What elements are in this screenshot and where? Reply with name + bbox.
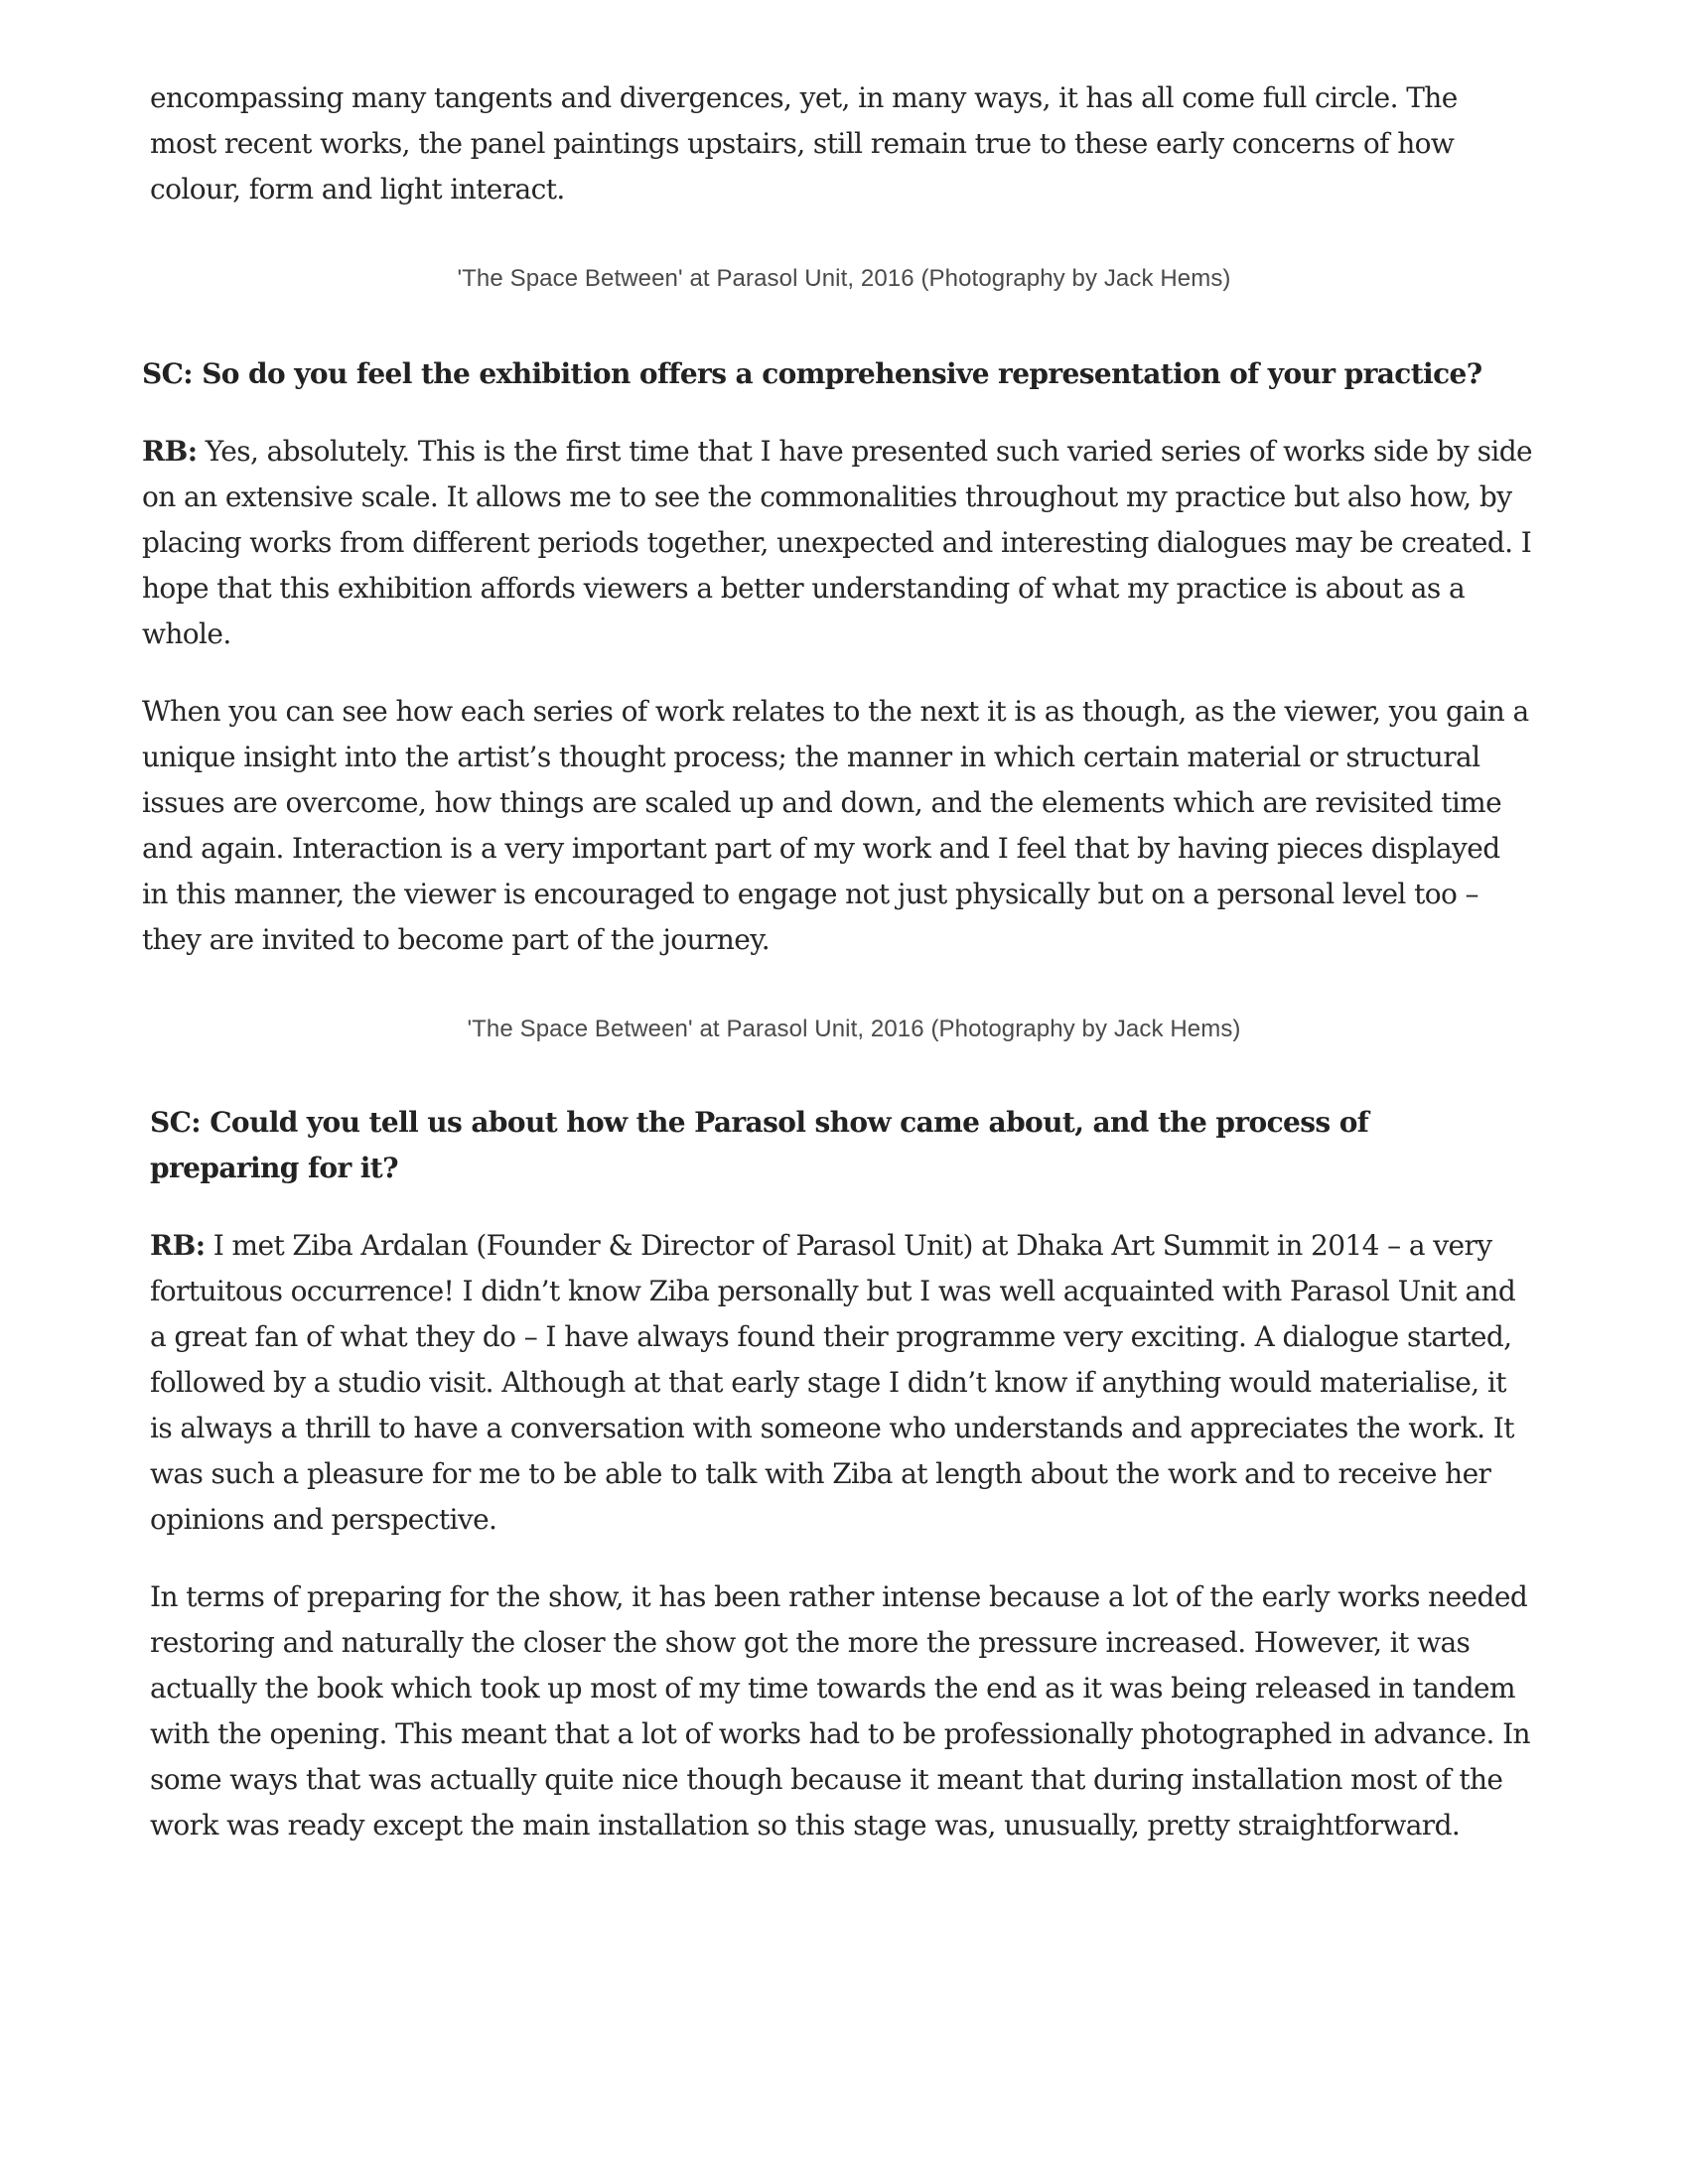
photo-caption-1: 'The Space Between' at Parasol Unit, 2016 (Photography by Jack Hems): [457, 265, 1231, 292]
speaker-label: RB:: [142, 435, 198, 468]
answer-text: Yes, absolutely. This is the first time that I have presented such varied series of works side by side on an extensive scale. It allows me to see the commonalities throughout my practice but also how, by placing works from different periods together, unexpected and interesting dialogues may be created. I hope that this exhibition affords viewers a better understanding of what my practice is about as a whole.: [142, 435, 1532, 650]
interview-question-1: SC: So do you feel the exhibition offers a comprehensive representation of your practice?: [142, 357, 1482, 390]
photo-caption-2: 'The Space Between' at Parasol Unit, 2016 (Photography by Jack Hems): [467, 1016, 1241, 1042]
speaker-label: RB:: [150, 1229, 206, 1262]
interview-question-2: SC: Could you tell us about how the Parasol show came about, and the process of preparing for it?: [150, 1106, 1369, 1184]
interview-answer-2: [150, 1223, 1535, 1543]
intro-paragraph: encompassing many tangents and divergences, yet, in many ways, it has all come full circle. The most recent works, the panel paintings upstairs, still remain true to these early concerns of how colour, form and light interact.: [150, 81, 1458, 205]
answer-paragraph-2: When you can see how each series of work relates to the next it is as though, as the viewer, you gain a unique insight into the artist’s thought process; the manner in which certain material or structural issues are overcome, how things are scaled up and down, and the elements which are revisited time and again. Interaction is a very important part of my work and I feel that by having pieces displayed in this manner, the viewer is encouraged to engage not just physically but on a personal level too – they are invited to become part of the journey.: [142, 695, 1529, 956]
answer-paragraph-3: In terms of preparing for the show, it has been rather intense because a lot of the early works needed restoring and naturally the closer the show got the more the pressure increased. However, it was actually the book which took up most of my time towards the end as it was being released in tandem with the opening. This meant that a lot of works had to be professionally photographed in advance. In some ways that was actually quite nice though because it meant that during installation most of the work was ready except the main installation so this stage was, unusually, pretty straightforward.: [150, 1580, 1530, 1842]
answer-text: I met Ziba Ardalan (Founder & Director of Parasol Unit) at Dhaka Art Summit in 2014 – a very fortuitous occurrence! I didn’t know Ziba personally but I was well acquainted with Parasol Unit and a great fan of what they do – I have always found their programme very exciting. A dialogue started, followed by a studio visit. Although at that early stage I didn’t know if anything would materialise, it is always a thrill to have a conversation with someone who understands and appreciates the work. It was such a pleasure for me to be able to talk with Ziba at length about the work and to receive her opinions and perspective.: [150, 1229, 1516, 1536]
interview-answer-1: [142, 429, 1532, 657]
